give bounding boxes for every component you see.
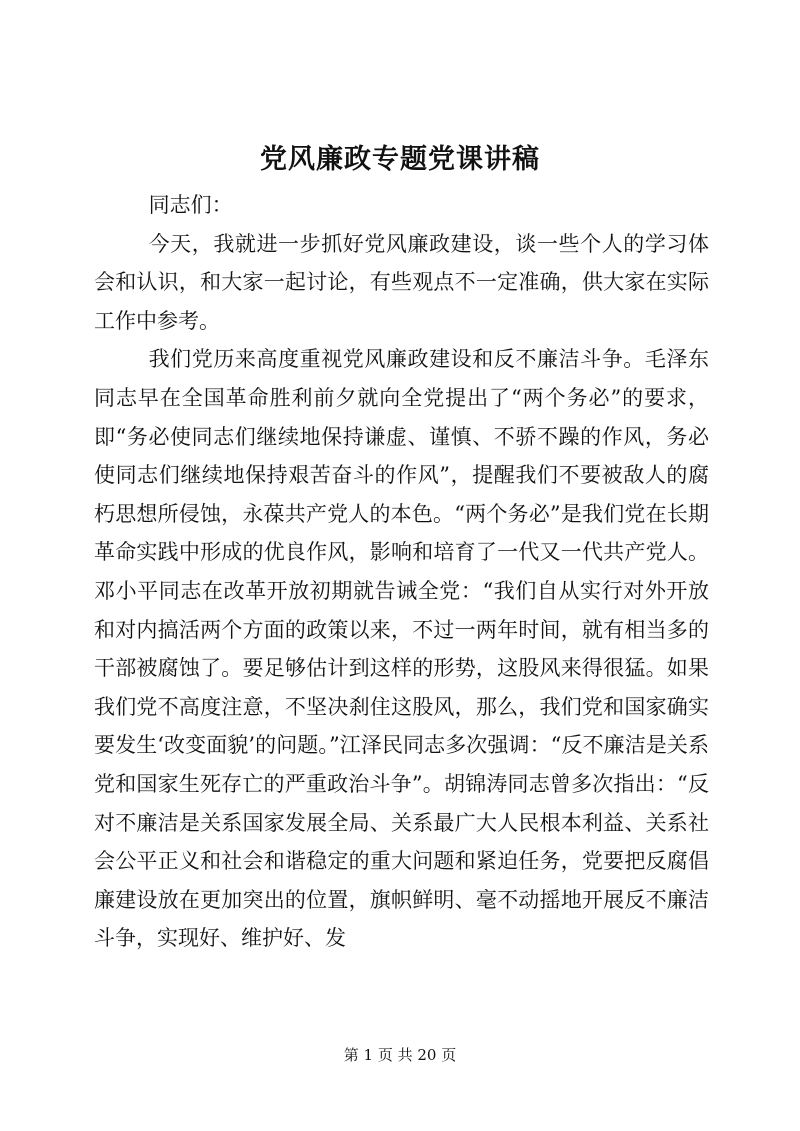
salutation: 同志们：	[148, 193, 233, 217]
page-number-footer: 第 1 页 共 20 页	[343, 1046, 457, 1064]
document-body	[94, 186, 709, 958]
paragraph-intro: 今天，我就进一步抓好党风廉政建设，谈一些个人的学习体会和认识，和大家一起讨论，有些观点不一定准确，供大家在实际工作中参考。	[94, 231, 709, 333]
document-title: 党风廉政专题党课讲稿	[260, 144, 540, 175]
paragraph-history: 我们党历来高度重视党风廉政建设和反不廉洁斗争。毛泽东同志早在全国革命胜利前夕就向全党提出了“两个务必”的要求，即“务必使同志们继续地保持谦虚、谨慎、不骄不躁的作风，务必使同志们继续地保持艰苦奋斗的作风”，提醒我们不要被敌人的腐朽思想所侵蚀，永葆共产党人的本色。“两个务必”是我们党在长期革命实践中形成的优良作风，影响和培育了一代又一代共产党人。邓小平同志在改革开放初期就告诫全党：“我们自从实行对外开放和对内搞活两个方面的政策以来，不过一两年时间，就有相当多的干部被腐蚀了。要足够估计到这样的形势，这股风来得很猛。如果我们党不高度注意，不坚决刹住这股风，那么，我们党和国家确实要发生‘改变面貌’的问题。”江泽民同志多次强调：“反不廉洁是关系党和国家生死存亡的严重政治斗争”。胡锦涛同志曾多次指出：“反对不廉洁是关系国家发展全局、关系最广大人民根本利益、关系社会公平正义和社会和谐稳定的重大问题和紧迫任务，党要把反腐倡廉建设放在更加突出的位置，旗帜鲜明、毫不动摇地开展反不廉洁斗争，实现好、维护好、发	[94, 347, 709, 951]
